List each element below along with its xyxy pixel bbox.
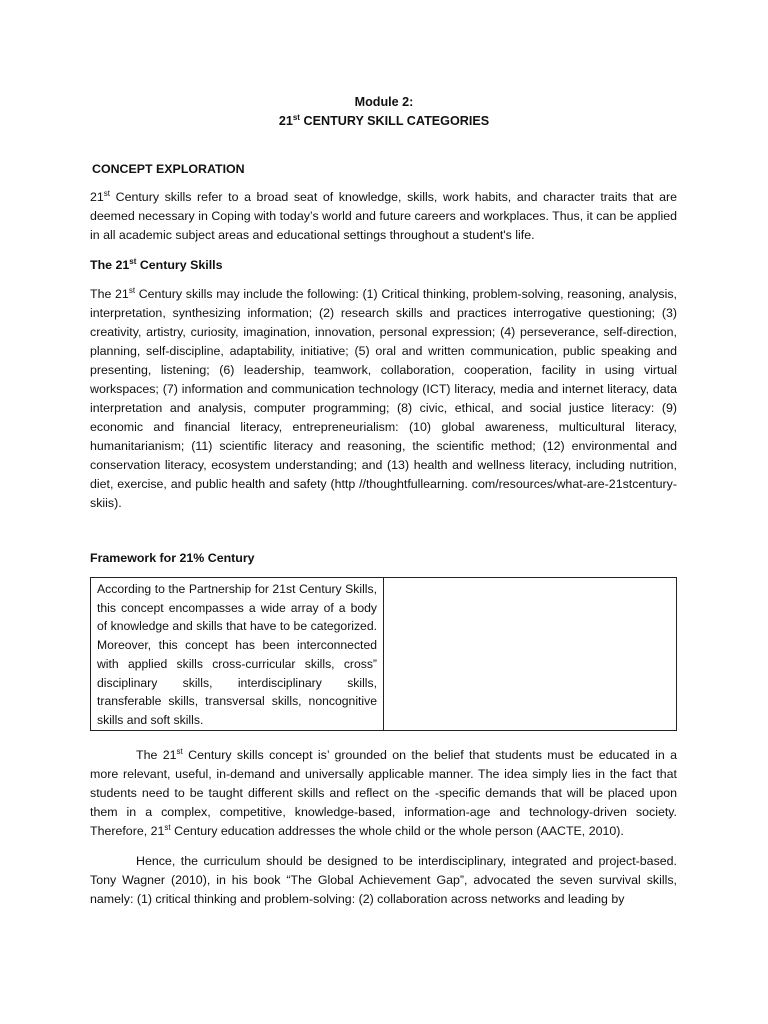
- grounded-superscript: st: [176, 747, 183, 756]
- skills-heading-post: Century Skills: [136, 258, 223, 272]
- framework-right-cell: [384, 578, 677, 731]
- grounded-paragraph: [90, 746, 677, 841]
- page-title: [0, 114, 768, 128]
- skills-heading-pre: The 21: [90, 258, 130, 272]
- title-number: 21: [278, 114, 293, 128]
- intro-paragraph: [90, 188, 677, 245]
- grounded-superscript-2: st: [164, 823, 171, 832]
- framework-left-cell: [91, 578, 384, 731]
- skills-list-pre: The 21: [90, 287, 129, 301]
- framework-heading: Framework for 21% Century: [90, 551, 255, 565]
- grounded-mid: Century skills concept is’ grounded on the belief that students must be educated in a more relevant, useful, in-demand and universally applicable manner. The idea simply lies in the fact that students need to be taught different skills and reflect on the -specific demands that will be placed upon them in a complex, competitive, knowledge-based, information-age and technology-driven society. Therefore, 21: [90, 748, 677, 838]
- intro-text: Century skills refer to a broad seat of knowledge, skills, work habits, and character traits that are deemed necessary in Coping with today’s world and future careers and workplaces. Thus, it can be applied in all academic subject areas and educational settings throughout a student's life.: [90, 190, 677, 242]
- grounded-pre: The 21: [136, 748, 177, 762]
- concept-exploration-heading: CONCEPT EXPLORATION: [92, 162, 245, 176]
- module-label: Module 2:: [354, 95, 414, 109]
- curriculum-paragraph: Hence, the curriculum should be designed to be interdisciplinary, integrated and project-based. Tony Wagner (2010), in his book “The Global Achievement Gap”, advocated the seven survival skills, namely: (1) critical thinking and problem-solving: (2) collaboration across networks and leading by: [90, 854, 677, 906]
- skills-list-superscript: st: [128, 286, 136, 295]
- framework-left-text: According to the Partnership for 21st Century Skills, this concept encompasses a wide array of a body of knowledge and skills that have to be categorized. Moreover, this concept has been interconnected with applied skills cross-curricular skills, cross” disciplinary skills, interdisciplinary skills, transferable skills, transversal skills, noncognitive skills and soft skills.: [97, 582, 377, 727]
- framework-table-row: [91, 578, 677, 731]
- intro-superscript: st: [103, 189, 111, 198]
- title-superscript: st: [292, 113, 300, 122]
- skills-heading-superscript: st: [129, 257, 137, 266]
- title-text: CENTURY SKILL CATEGORIES: [299, 114, 490, 128]
- intro-number: 21: [90, 190, 104, 204]
- skills-list-paragraph: [90, 285, 677, 513]
- skills-list-text: Century skills may include the following: (1) Critical thinking, problem-solving, reasoning, analysis, interpretation, synthesizing information; (2) research skills and practices interrogative questioning; (3) creativity, artistry, curiosity, imagination, innovation, personal expression; (4) perseverance, self-direction, planning, self-discipline, adaptability, initiative; (5) oral and written communication, public speaking and presenting, listening; (6) leadership, teamwork, collaboration, cooperation, facility in using virtual workspaces; (7) information and communication technology (ICT) literacy, media and internet literacy, data interpretation and analysis, computer programming; (8) civic, ethical, and social justice literacy: (9) economic and financial literacy, entrepreneurialism: (10) global awareness, multicultural literacy, humanitarianism; (11) scientific literacy and reasoning, the scientific method; (12) environmental and conservation literacy, ecosystem understanding; and (13) health and wellness literacy, including nutrition, diet, exercise, and public health and safety (http //thoughtfullearning. com/resources/what-are-21stcentury-skiis).: [90, 287, 677, 510]
- grounded-post: Century education addresses the whole child or the whole person (AACTE, 2010).: [170, 824, 624, 838]
- skills-heading: [90, 258, 222, 272]
- framework-table: [90, 577, 677, 731]
